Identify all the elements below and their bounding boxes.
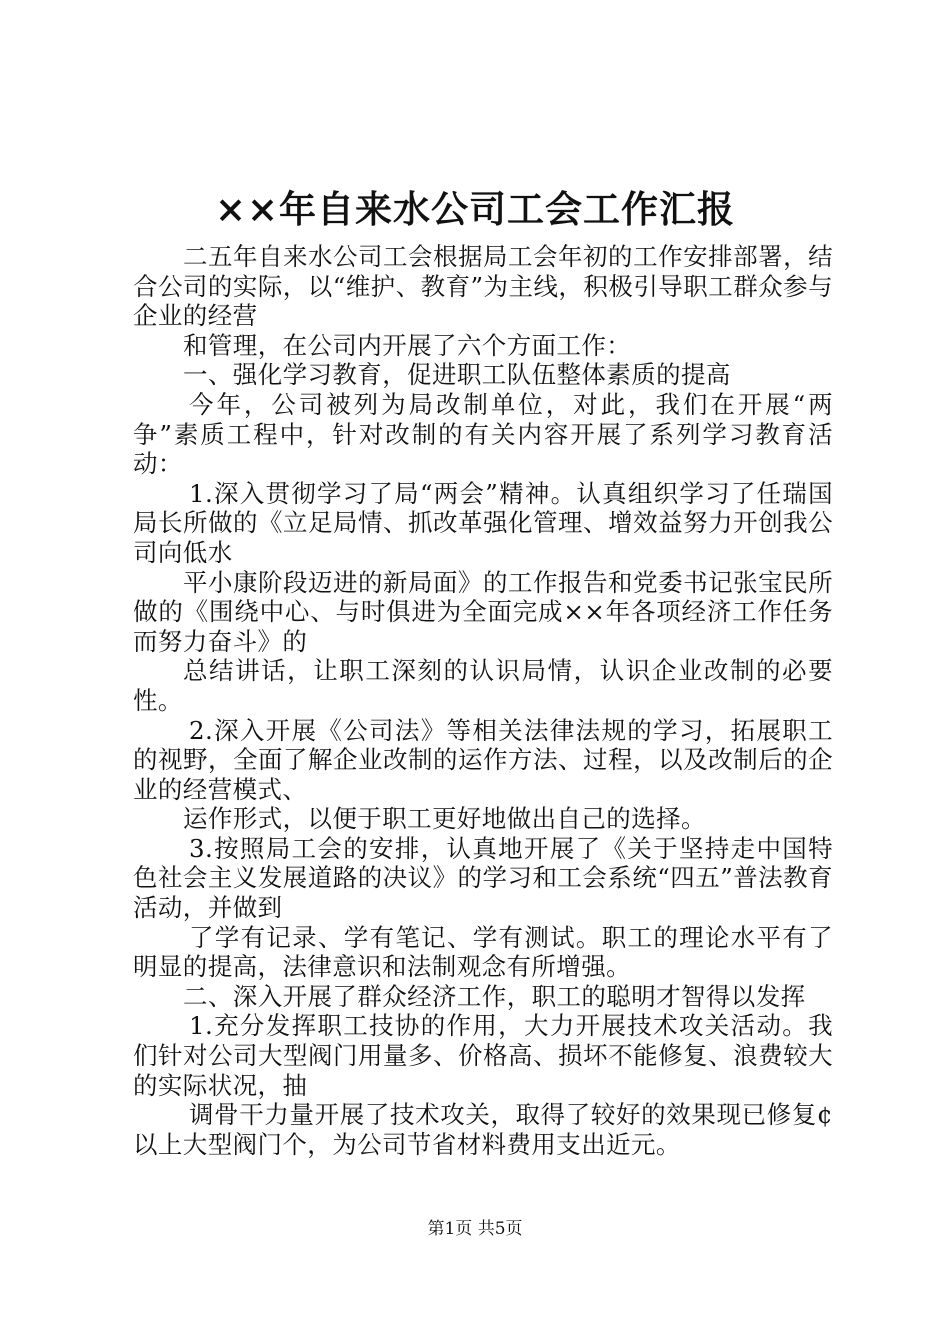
- paragraph: 总结讲话，让职工深刻的认识局情，认识企业改制的必要性。: [133, 656, 833, 715]
- paragraph: 运作形式，以便于职工更好地做出自己的选择。: [183, 804, 706, 834]
- paragraph: 1.深入贯彻学习了局“两会”精神。认真组织学习了任瑞国局长所做的《立足局情、抓改革强化管理、增效益努力开创我公司向低水: [133, 478, 833, 567]
- paragraph: 二五年自来水公司工会根据局工会年初的工作安排部署，结合公司的实际，以“维护、教育”为主线，积极引导职工群众参与企业的经营: [133, 242, 833, 331]
- paragraph: 了学有记录、学有笔记、学有测试。职工的理论水平有了明显的提高，法律意识和法制观念有所增强。: [133, 922, 833, 982]
- section-heading: 二、深入开展了群众经济工作，职工的聪明才智得以发挥: [183, 981, 806, 1011]
- paragraph: 平小康阶段迈进的新局面》的工作报告和党委书记张宝民所做的《围绕中心、与时俱进为全面完成××年各项经济工作任务而努力奋斗》的: [133, 567, 833, 656]
- paragraph: 和管理，在公司内开展了六个方面工作：: [183, 330, 632, 360]
- paragraph: 3.按照局工会的安排，认真地开展了《关于坚持走中国特色社会主义发展道路的决议》的学习和工会系统“四五”普法教育活动，并做到: [133, 833, 833, 923]
- paragraph: 1.充分发挥职工技协的作用，大力开展技术攻关活动。我们针对公司大型阀门用量多、价格高、损坏不能修复、浪费较大的实际状况，抽: [133, 1011, 833, 1100]
- section-heading: 一、强化学习教育，促进职工队伍整体素质的提高: [183, 360, 731, 390]
- page-footer: 第1页 共5页: [427, 1219, 523, 1239]
- paragraph: 2.深入开展《公司法》等相关法律法规的学习，拓展职工的视野，全面了解企业改制的运作方法、过程，以及改制后的企业的经营模式、: [133, 715, 833, 804]
- document-body: [133, 242, 833, 1159]
- page-title: ××年自来水公司工会工作汇报: [214, 187, 735, 231]
- paragraph: 今年，公司被列为局改制单位，对此，我们在开展“两争”素质工程中，针对改制的有关内容开展了系列学习教育活动：: [133, 389, 833, 479]
- paragraph: 调骨干力量开展了技术攻关，取得了较好的效果现已修复¢以上大型阀门个，为公司节省材料费用支出近元。: [133, 1100, 833, 1159]
